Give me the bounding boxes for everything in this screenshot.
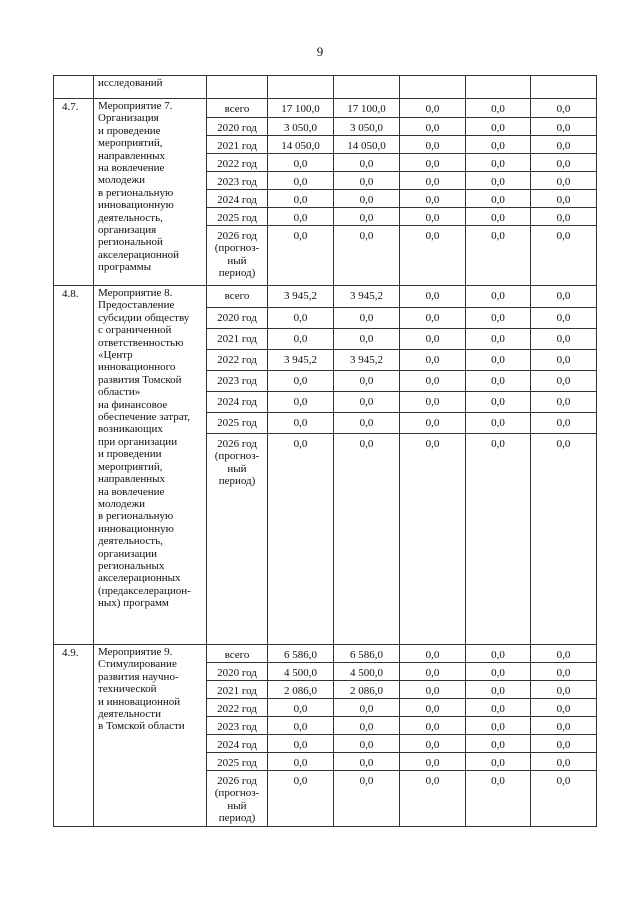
value-cell: 0,0	[466, 99, 531, 118]
fragment-empty-cell	[268, 76, 334, 99]
value-cell: 0,0	[400, 717, 466, 735]
period-line: 2024 год	[217, 194, 257, 206]
value-cell: 0,0	[400, 392, 466, 413]
period-cell	[207, 350, 268, 371]
period-cell	[207, 172, 268, 190]
value-cell: 0,0	[400, 699, 466, 717]
activity-name-line: Мероприятие 8.	[98, 287, 173, 299]
value-cell: 0,0	[466, 753, 531, 771]
value-cell: 0,0	[268, 735, 334, 753]
value-cell: 3 050,0	[334, 118, 400, 136]
value-cell: 0,0	[400, 308, 466, 329]
value-cell: 0,0	[466, 699, 531, 717]
activity-name	[94, 645, 207, 827]
value-cell: 0,0	[531, 663, 597, 681]
period-cell	[207, 434, 268, 645]
value-cell: 0,0	[268, 771, 334, 827]
value-cell: 0,0	[531, 735, 597, 753]
activity-name-line: развития Томской	[98, 373, 182, 386]
period-cell	[207, 413, 268, 434]
activity-name-line: деятельность,	[98, 211, 163, 224]
period-line: 2024 год	[217, 739, 257, 751]
value-cell: 0,0	[531, 681, 597, 699]
activity-name-line: Стимулирование	[98, 658, 177, 671]
value-cell: 0,0	[334, 392, 400, 413]
value-cell: 0,0	[400, 771, 466, 827]
period-line: всего	[224, 649, 250, 661]
value-cell: 0,0	[400, 329, 466, 350]
activity-name-line: в Томской области	[98, 720, 185, 733]
period-line: ный	[227, 799, 247, 812]
activity-name-line: и проведение	[98, 124, 161, 137]
fragment-empty-cell	[400, 76, 466, 99]
fragment-empty-cell	[466, 76, 531, 99]
period-cell	[207, 154, 268, 172]
activity-name-line: Мероприятие 9.	[98, 646, 173, 658]
period-cell	[207, 371, 268, 392]
activity-name-line: программы	[98, 261, 152, 274]
period-line: 2023 год	[217, 375, 257, 387]
value-cell: 0,0	[466, 771, 531, 827]
value-cell: 0,0	[531, 392, 597, 413]
period-cell	[207, 717, 268, 735]
value-cell: 0,0	[400, 645, 466, 663]
activity-name-line: молодежи	[98, 497, 145, 510]
program-table	[53, 75, 597, 827]
period-line: период)	[218, 475, 256, 488]
activity-name	[94, 286, 207, 645]
period-line: ный	[227, 462, 247, 475]
value-cell: 0,0	[400, 681, 466, 699]
value-cell: 0,0	[531, 172, 597, 190]
activity-name-line: направленных	[98, 473, 165, 486]
value-cell: 0,0	[334, 699, 400, 717]
value-cell: 0,0	[466, 136, 531, 154]
value-cell: 0,0	[466, 190, 531, 208]
value-cell: 0,0	[531, 350, 597, 371]
value-cell: 0,0	[334, 329, 400, 350]
value-cell: 0,0	[268, 753, 334, 771]
value-cell: 0,0	[400, 735, 466, 753]
period-line: 2026 год	[217, 775, 257, 787]
activity-name-line: (предакселерацион-	[98, 584, 191, 597]
value-cell: 0,0	[531, 371, 597, 392]
value-cell: 17 100,0	[268, 99, 334, 118]
activity-name-line: ответственностью	[98, 336, 184, 349]
table-row	[54, 645, 597, 663]
value-cell: 0,0	[466, 717, 531, 735]
value-cell: 0,0	[334, 208, 400, 226]
period-cell	[207, 681, 268, 699]
activity-name-line: деятельности	[98, 708, 161, 721]
value-cell: 0,0	[334, 717, 400, 735]
value-cell: 6 586,0	[268, 645, 334, 663]
value-cell: 0,0	[268, 717, 334, 735]
period-cell	[207, 699, 268, 717]
value-cell: 0,0	[400, 226, 466, 286]
item-number: 4.9.	[54, 645, 94, 827]
value-cell: 3 050,0	[268, 118, 334, 136]
value-cell: 3 945,2	[334, 350, 400, 371]
period-line: 2022 год	[217, 354, 257, 366]
value-cell: 3 945,2	[268, 286, 334, 308]
value-cell: 0,0	[466, 371, 531, 392]
value-cell: 0,0	[400, 154, 466, 172]
value-cell: 0,0	[400, 753, 466, 771]
activity-name-line: области»	[98, 386, 141, 399]
activity-name	[94, 99, 207, 286]
period-line: 2022 год	[217, 158, 257, 170]
period-line: 2021 год	[217, 685, 257, 697]
period-line: (прогноз-	[214, 242, 260, 255]
period-line: 2026 год	[217, 438, 257, 450]
value-cell: 0,0	[400, 190, 466, 208]
value-cell: 3 945,2	[268, 350, 334, 371]
value-cell: 3 945,2	[334, 286, 400, 308]
item-number: 4.8.	[54, 286, 94, 645]
value-cell: 0,0	[268, 413, 334, 434]
value-cell: 0,0	[334, 154, 400, 172]
activity-name-line: ных) программ	[98, 597, 169, 610]
period-cell	[207, 308, 268, 329]
value-cell: 0,0	[334, 172, 400, 190]
fragment-empty-cell	[207, 76, 268, 99]
value-cell: 0,0	[268, 392, 334, 413]
period-line: период)	[218, 812, 256, 825]
activity-name-line: технической	[98, 683, 157, 696]
value-cell: 0,0	[466, 118, 531, 136]
value-cell: 0,0	[334, 308, 400, 329]
value-cell: 0,0	[334, 226, 400, 286]
top-fragment-row	[54, 76, 597, 99]
period-line: 2025 год	[217, 757, 257, 769]
period-line: (прогноз-	[214, 787, 260, 800]
period-cell	[207, 226, 268, 286]
value-cell: 0,0	[531, 286, 597, 308]
value-cell: 0,0	[400, 172, 466, 190]
period-line: 2025 год	[217, 417, 257, 429]
activity-name-line: региональных	[98, 559, 165, 572]
fragment-name-cell: исследований	[94, 76, 207, 99]
value-cell: 0,0	[268, 308, 334, 329]
value-cell: 0,0	[400, 371, 466, 392]
value-cell: 0,0	[466, 329, 531, 350]
value-cell: 0,0	[531, 136, 597, 154]
period-cell	[207, 753, 268, 771]
period-line: 2020 год	[217, 312, 257, 324]
period-line: 2024 год	[217, 396, 257, 408]
table-row	[54, 286, 597, 308]
value-cell: 0,0	[466, 308, 531, 329]
value-cell: 0,0	[334, 753, 400, 771]
period-cell	[207, 286, 268, 308]
value-cell: 2 086,0	[334, 681, 400, 699]
fragment-empty-cell	[531, 76, 597, 99]
period-line: 2026 год	[217, 230, 257, 242]
value-cell: 0,0	[400, 208, 466, 226]
period-line: всего	[224, 103, 250, 115]
activity-name-line: с ограниченной	[98, 324, 172, 337]
activity-name-line: и инновационной	[98, 695, 181, 708]
period-cell	[207, 118, 268, 136]
value-cell: 0,0	[466, 645, 531, 663]
period-line: 2020 год	[217, 122, 257, 134]
value-cell: 0,0	[531, 99, 597, 118]
value-cell: 0,0	[400, 286, 466, 308]
activity-name-line: на вовлечение	[98, 162, 165, 175]
fragment-num-cell	[54, 76, 94, 99]
period-line: 2023 год	[217, 176, 257, 188]
activity-name-line: мероприятий,	[98, 137, 163, 150]
value-cell: 0,0	[334, 434, 400, 645]
value-cell: 0,0	[466, 681, 531, 699]
value-cell: 0,0	[466, 350, 531, 371]
period-line: 2025 год	[217, 212, 257, 224]
value-cell: 0,0	[466, 226, 531, 286]
activity-name-line: региональной	[98, 236, 163, 249]
value-cell: 0,0	[268, 434, 334, 645]
value-cell: 0,0	[334, 190, 400, 208]
period-cell	[207, 329, 268, 350]
activity-name-line: на вовлечение	[98, 485, 165, 498]
value-cell: 0,0	[531, 208, 597, 226]
value-cell: 0,0	[268, 154, 334, 172]
activity-name-line: и проведении	[98, 448, 162, 461]
value-cell: 0,0	[531, 753, 597, 771]
activity-name-line: акселерационной	[98, 248, 180, 261]
value-cell: 2 086,0	[268, 681, 334, 699]
value-cell: 0,0	[334, 371, 400, 392]
value-cell: 0,0	[531, 308, 597, 329]
value-cell: 4 500,0	[268, 663, 334, 681]
period-cell	[207, 190, 268, 208]
activity-name-line: при организации	[98, 435, 178, 448]
activity-name-line: инновационную	[98, 522, 174, 535]
value-cell: 0,0	[531, 699, 597, 717]
period-line: 2022 год	[217, 703, 257, 715]
activity-name-line: направленных	[98, 149, 165, 162]
period-cell	[207, 771, 268, 827]
period-cell	[207, 663, 268, 681]
period-cell	[207, 645, 268, 663]
value-cell: 0,0	[400, 99, 466, 118]
value-cell: 0,0	[466, 154, 531, 172]
activity-name-line: возникающих	[98, 423, 163, 436]
value-cell: 0,0	[268, 329, 334, 350]
value-cell: 0,0	[268, 226, 334, 286]
period-cell	[207, 136, 268, 154]
period-line: период)	[218, 267, 256, 280]
period-line: всего	[224, 290, 250, 302]
table-body	[54, 76, 597, 827]
page-number: 9	[316, 44, 324, 59]
value-cell: 0,0	[466, 413, 531, 434]
value-cell: 4 500,0	[334, 663, 400, 681]
period-cell	[207, 208, 268, 226]
value-cell: 0,0	[268, 172, 334, 190]
activity-name-line: организации	[98, 547, 158, 560]
value-cell: 0,0	[466, 392, 531, 413]
period-line: 2020 год	[217, 667, 257, 679]
value-cell: 0,0	[268, 190, 334, 208]
value-cell: 0,0	[531, 434, 597, 645]
activity-name-line: мероприятий,	[98, 460, 163, 473]
value-cell: 0,0	[531, 118, 597, 136]
value-cell: 0,0	[334, 735, 400, 753]
activity-name-line: на финансовое	[98, 398, 168, 411]
value-cell: 0,0	[466, 434, 531, 645]
activity-name-line: Организация	[98, 112, 159, 125]
value-cell: 17 100,0	[334, 99, 400, 118]
period-cell	[207, 99, 268, 118]
activity-name-line: организация	[98, 224, 157, 237]
activity-name-line: в региональную	[98, 510, 174, 523]
activity-name-line: Предоставление	[98, 299, 175, 312]
table-row	[54, 99, 597, 118]
period-cell	[207, 735, 268, 753]
value-cell: 0,0	[531, 717, 597, 735]
fragment-empty-cell	[334, 76, 400, 99]
value-cell: 0,0	[400, 136, 466, 154]
value-cell: 0,0	[334, 771, 400, 827]
activity-name-line: инновационного	[98, 361, 176, 374]
value-cell: 0,0	[400, 663, 466, 681]
value-cell: 0,0	[268, 699, 334, 717]
value-cell: 0,0	[400, 118, 466, 136]
activity-name-line: деятельность,	[98, 535, 163, 548]
activity-name-line: обеспечение затрат,	[98, 411, 191, 424]
activity-name-line: субсидии обществу	[98, 311, 190, 324]
value-cell: 0,0	[531, 329, 597, 350]
value-cell: 0,0	[400, 350, 466, 371]
value-cell: 0,0	[466, 663, 531, 681]
period-line: 2021 год	[217, 140, 257, 152]
value-cell: 14 050,0	[268, 136, 334, 154]
value-cell: 0,0	[531, 413, 597, 434]
period-line: 2023 год	[217, 721, 257, 733]
activity-name-line: акселерационных	[98, 572, 181, 585]
period-line: 2021 год	[217, 333, 257, 345]
value-cell: 0,0	[531, 154, 597, 172]
value-cell: 0,0	[334, 413, 400, 434]
value-cell: 0,0	[531, 645, 597, 663]
value-cell: 0,0	[400, 434, 466, 645]
period-line: ный	[227, 254, 247, 267]
activity-name-line: инновационную	[98, 199, 174, 212]
value-cell: 0,0	[400, 413, 466, 434]
activity-name-line: развития научно-	[98, 670, 179, 683]
period-cell	[207, 392, 268, 413]
activity-name-line: Мероприятие 7.	[98, 100, 173, 112]
value-cell: 6 586,0	[334, 645, 400, 663]
value-cell: 0,0	[268, 208, 334, 226]
value-cell: 0,0	[531, 190, 597, 208]
value-cell: 0,0	[268, 371, 334, 392]
activity-name-line: молодежи	[98, 174, 145, 187]
value-cell: 0,0	[466, 735, 531, 753]
period-line: (прогноз-	[214, 450, 260, 463]
value-cell: 0,0	[531, 771, 597, 827]
value-cell: 0,0	[466, 286, 531, 308]
item-number: 4.7.	[54, 99, 94, 286]
activity-name-line: «Центр	[98, 349, 133, 362]
value-cell: 14 050,0	[334, 136, 400, 154]
value-cell: 0,0	[531, 226, 597, 286]
value-cell: 0,0	[466, 172, 531, 190]
value-cell: 0,0	[466, 208, 531, 226]
activity-name-line: в региональную	[98, 186, 174, 199]
